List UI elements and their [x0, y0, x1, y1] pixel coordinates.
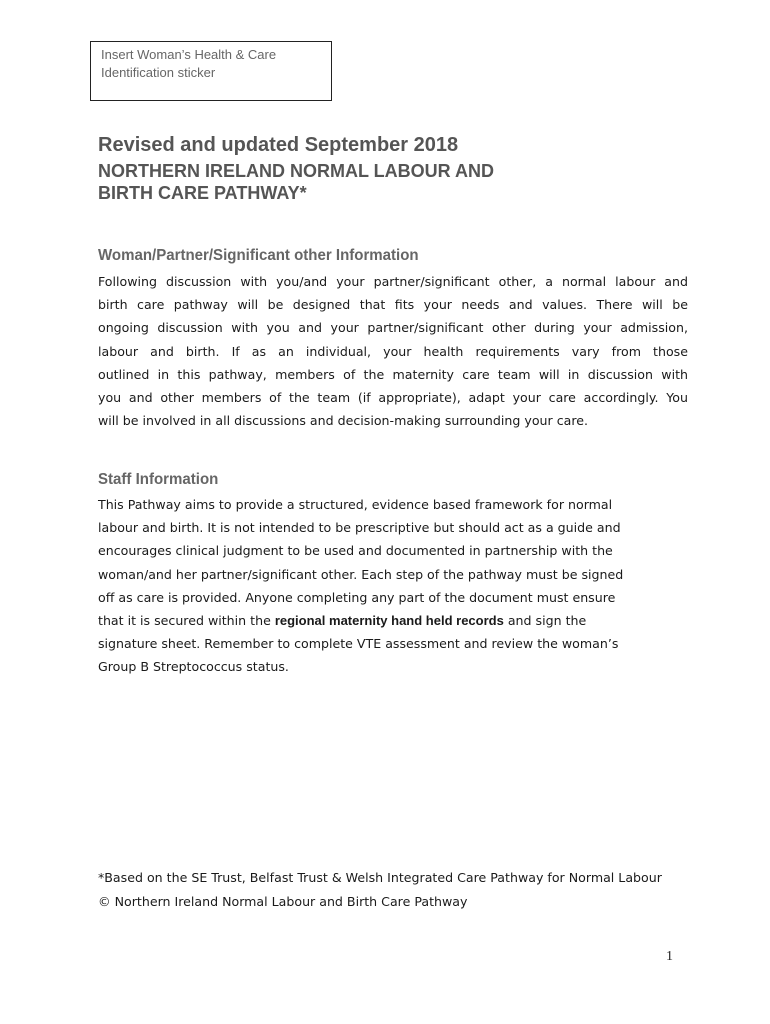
- staff-text-line: woman/and her partner/significant other. Each step of the pathway must be signed: [98, 566, 624, 582]
- footer-source-note: *Based on the SE Trust, Belfast Trust & Welsh Integrated Care Pathway for Normal Labour: [98, 870, 662, 885]
- woman-text-line: you and other members of the team (if appropriate), adapt your care accordingly. You: [98, 390, 688, 406]
- staff-text-line: off as care is provided. Anyone completing any part of the document must ensure: [98, 589, 616, 605]
- staff-text-line: signature sheet. Remember to complete VTE assessment and review the woman’s: [98, 636, 619, 652]
- woman-text-line: birth care pathway will be designed that fits your needs and values. There will be: [98, 297, 688, 313]
- footer-notes: [98, 866, 662, 914]
- woman-section-heading: Woman/Partner/Significant other Information: [98, 247, 419, 264]
- woman-text-line: will be involved in all discussions and decision-making surrounding your care.: [98, 413, 588, 429]
- identification-sticker-box: [90, 41, 332, 101]
- woman-text-line: labour and birth. If as an individual, your health requirements vary from those: [98, 343, 688, 359]
- staff-text-fragment: that it is secured within the: [98, 613, 275, 629]
- pathway-title-line-2: BIRTH CARE PATHWAY*: [98, 183, 307, 203]
- regional-records-emphasis: regional maternity hand held records: [274, 613, 504, 629]
- woman-text-line: ongoing discussion with you and your partner/significant other during your admission,: [98, 320, 688, 336]
- staff-text-line: labour and birth. It is not intended to be prescriptive but should act as a guide and: [98, 520, 621, 536]
- staff-text-line: Group B Streptococcus status.: [98, 659, 289, 675]
- staff-text-fragment: and sign the: [503, 613, 587, 629]
- pathway-title-line-1: NORTHERN IRELAND NORMAL LABOUR AND: [98, 161, 494, 181]
- staff-text-line: This Pathway aims to provide a structured, evidence based framework for normal: [98, 497, 613, 512]
- revision-title: Revised and updated September 2018: [98, 134, 459, 156]
- sticker-line-2: Identification sticker: [101, 65, 216, 80]
- woman-section-text: [98, 270, 688, 432]
- staff-text-line: encourages clinical judgment to be used and documented in partnership with the: [98, 543, 613, 559]
- staff-section-heading: Staff Information: [98, 471, 219, 488]
- page-number: 1: [666, 949, 673, 964]
- woman-text-line: outlined in this pathway, members of the maternity care team will in discussion with: [98, 366, 688, 382]
- sticker-line-1: Insert Woman’s Health & Care: [101, 47, 277, 62]
- pathway-title: [98, 160, 538, 204]
- staff-text-line: [98, 609, 668, 632]
- footer-copyright: © Northern Ireland Normal Labour and Birth Care Pathway: [98, 894, 468, 909]
- staff-section-text: [98, 493, 668, 679]
- woman-text-line: Following discussion with you/and your partner/significant other, a normal labour and: [98, 274, 688, 289]
